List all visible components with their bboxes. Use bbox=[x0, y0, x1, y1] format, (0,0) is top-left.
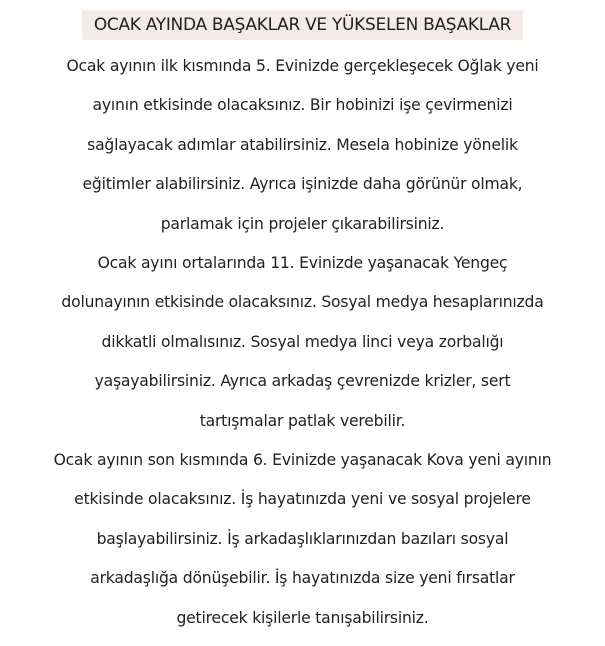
paragraph-line: Ocak ayının son kısmında 6. Evinizde yaşanacak Kova yeni ayının bbox=[53, 451, 552, 470]
heading-container bbox=[0, 10, 605, 40]
paragraph-line: dikkatli olmalısınız. Sosyal medya linci veya zorbalığı bbox=[101, 332, 504, 351]
paragraph-line: sağlayacak adımlar atabilirsiniz. Mesela hobinize yönelik bbox=[87, 135, 518, 154]
paragraph-ortalar bbox=[10, 244, 595, 441]
paragraph-ilk-kisim bbox=[10, 47, 595, 244]
paragraph-line: Ocak ayının ilk kısmında 5. Evinizde gerçekleşecek Oğlak yeni bbox=[66, 57, 539, 75]
article-heading: OCAK AYINDA BAŞAKLAR VE YÜKSELEN BAŞAKLAR bbox=[82, 10, 523, 40]
paragraph-line: dolunayının etkisinde olacaksınız. Sosyal medya hesaplarınızda bbox=[61, 293, 544, 312]
paragraph-line: getirecek kişilerle tanışabilirsiniz. bbox=[176, 608, 429, 627]
paragraph-son-kisim bbox=[10, 441, 595, 638]
paragraph-line: etkisinde olacaksınız. İş hayatınızda yeni ve sosyal projelere bbox=[74, 490, 531, 509]
paragraph-line: yaşayabilirsiniz. Ayrıca arkadaş çevrenizde krizler, sert bbox=[94, 372, 511, 391]
paragraph-line: eğitimler alabilirsiniz. Ayrıca işinizde daha görünür olmak, bbox=[82, 175, 523, 194]
paragraph-line: tartışmalar patlak verebilir. bbox=[199, 411, 406, 430]
paragraph-line: ayının etkisinde olacaksınız. Bir hobinizi işe çevirmenizi bbox=[92, 96, 513, 115]
paragraph-line: parlamak için projeler çıkarabilirsiniz. bbox=[160, 214, 445, 233]
paragraph-line: başlayabilirsiniz. İş arkadaşlıklarınızdan bazıları sosyal bbox=[96, 529, 509, 548]
paragraph-line: Ocak ayını ortalarında 11. Evinizde yaşanacak Yengeç bbox=[97, 254, 508, 273]
article-body bbox=[10, 47, 595, 638]
paragraph-line: arkadaşlığa dönüşebilir. İş hayatınızda size yeni fırsatlar bbox=[90, 569, 515, 588]
